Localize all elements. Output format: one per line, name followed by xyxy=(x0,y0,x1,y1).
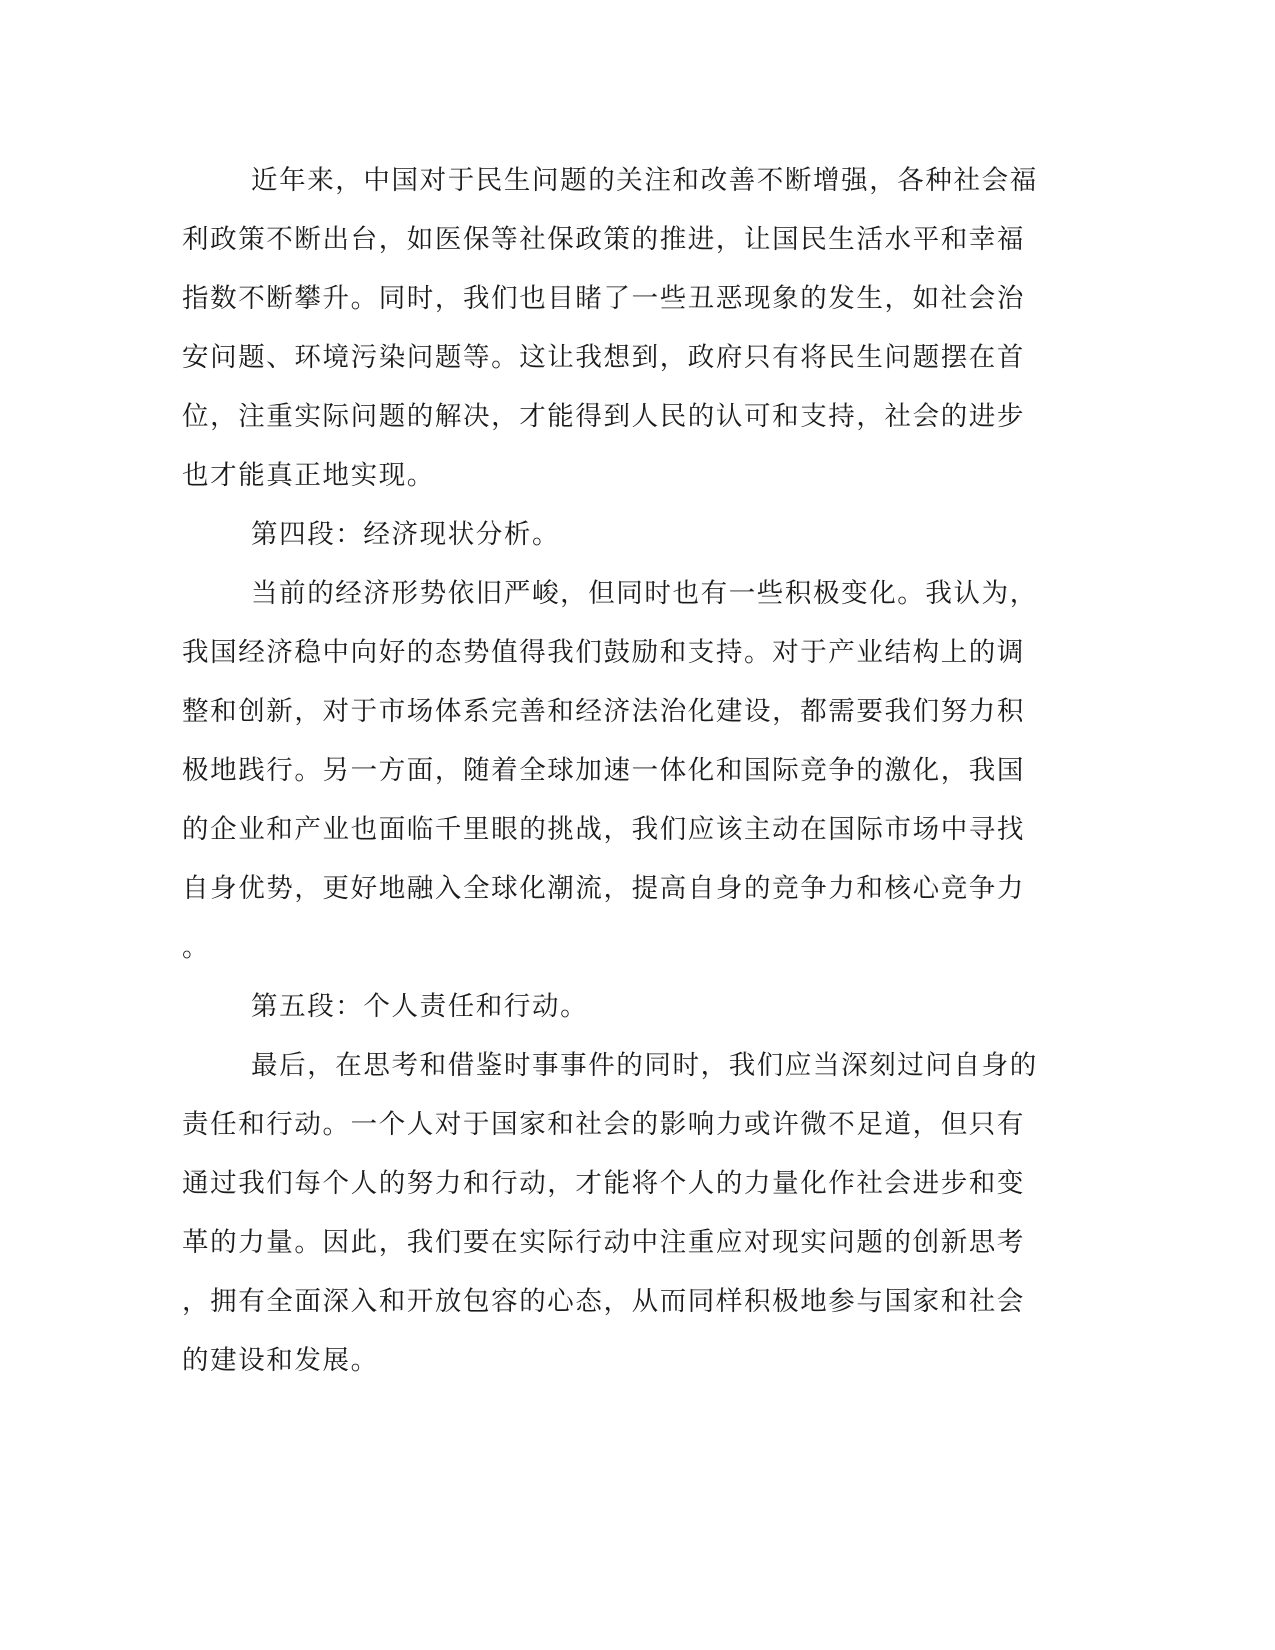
paragraph-line: 通过我们每个人的努力和行动，才能将个人的力量化作社会进步和变 xyxy=(182,1168,1025,1199)
paragraph-line: 最后，在思考和借鉴时事事件的同时，我们应当深刻过问自身的 xyxy=(251,1050,1038,1081)
paragraph-line: 。 xyxy=(182,932,211,963)
paragraph-line: 革的力量。因此，我们要在实际行动中注重应对现实问题的创新思考 xyxy=(182,1227,1025,1258)
paragraph-line: 的企业和产业也面临千里眼的挑战，我们应该主动在国际市场中寻找 xyxy=(182,814,1025,845)
paragraph-line: 近年来，中国对于民生问题的关注和改善不断增强，各种社会福 xyxy=(251,165,1038,196)
paragraph-line: 指数不断攀升。同时，我们也目睹了一些丑恶现象的发生，如社会治 xyxy=(182,283,1025,314)
paragraph-line: 位，注重实际问题的解决，才能得到人民的认可和支持，社会的进步 xyxy=(182,401,1025,432)
paragraph-line: 自身优势，更好地融入全球化潮流，提高自身的竞争力和核心竞争力 xyxy=(182,873,1025,904)
paragraph-line: ，拥有全面深入和开放包容的心态，从而同样积极地参与国家和社会 xyxy=(182,1286,1025,1317)
section-heading: 第四段：经济现状分析。 xyxy=(251,519,561,550)
paragraph-line: 责任和行动。一个人对于国家和社会的影响力或许微不足道，但只有 xyxy=(182,1109,1025,1140)
paragraph-line: 的建设和发展。 xyxy=(182,1345,379,1376)
paragraph-line: 当前的经济形势依旧严峻，但同时也有一些积极变化。我认为， xyxy=(251,578,1038,609)
paragraph-line: 安问题、环境污染问题等。这让我想到，政府只有将民生问题摆在首 xyxy=(182,342,1025,373)
paragraph-line: 也才能真正地实现。 xyxy=(182,460,435,491)
paragraph-line: 我国经济稳中向好的态势值得我们鼓励和支持。对于产业结构上的调 xyxy=(182,637,1025,668)
paragraph-line: 利政策不断出台，如医保等社保政策的推进，让国民生活水平和幸福 xyxy=(182,224,1025,255)
paragraph-line: 极地践行。另一方面，随着全球加速一体化和国际竞争的激化，我国 xyxy=(182,755,1025,786)
paragraph-line: 整和创新，对于市场体系完善和经济法治化建设，都需要我们努力积 xyxy=(182,696,1025,727)
section-heading: 第五段：个人责任和行动。 xyxy=(251,991,589,1022)
